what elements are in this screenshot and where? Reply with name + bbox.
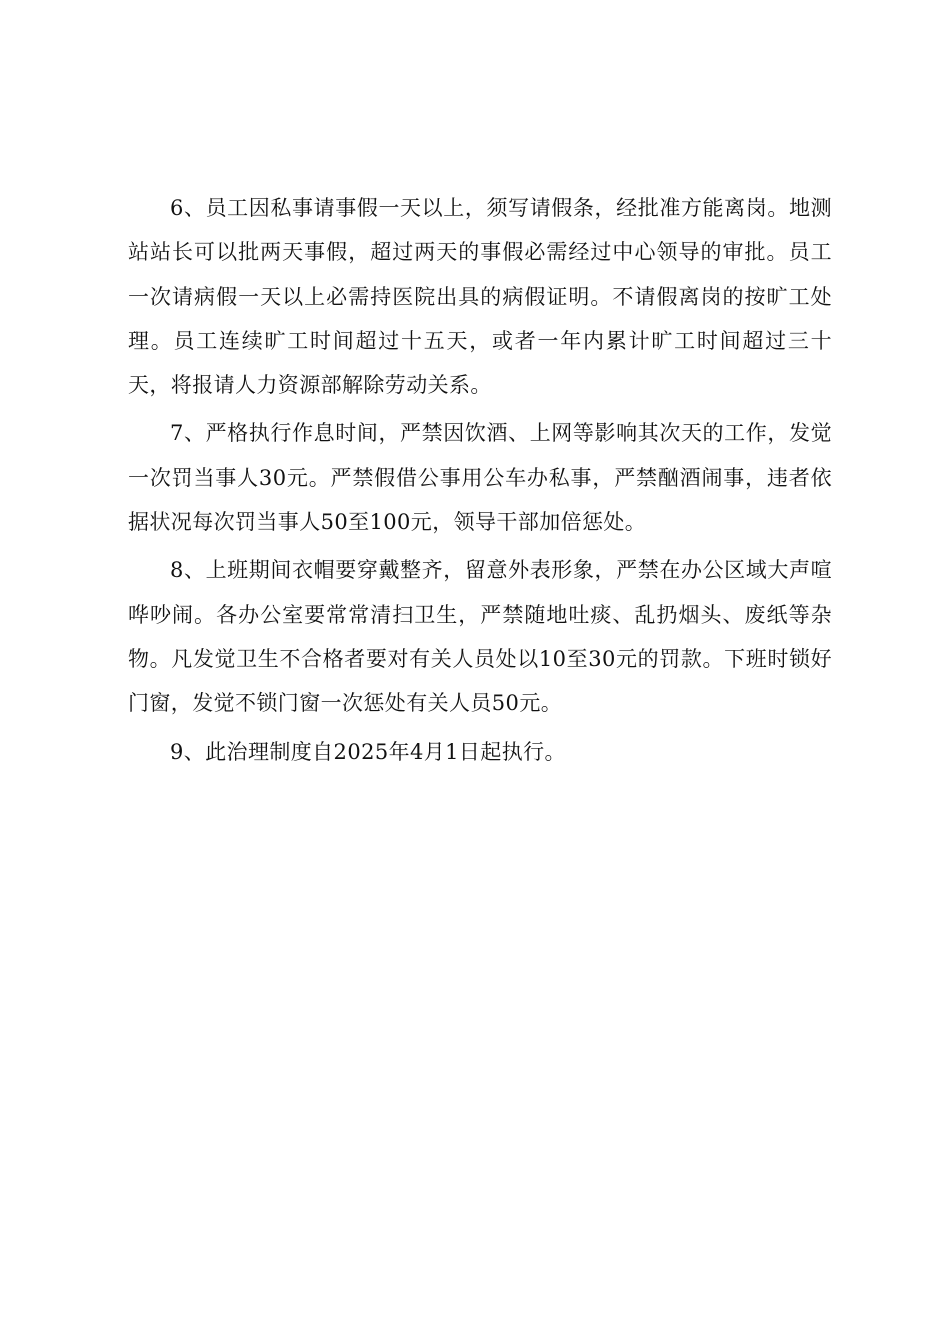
document-body <box>128 186 832 778</box>
paragraph-8: 8、上班期间衣帽要穿戴整齐，留意外表形象，严禁在办公区域大声喧哗吵闹。各办公室要常常清扫卫生，严禁随地吐痰、乱扔烟头、废纸等杂物。凡发觉卫生不合格者要对有关人员处以10至30元的罚款。下班时锁好门窗，发觉不锁门窗一次惩处有关人员50元。 <box>128 558 832 716</box>
paragraph-7: 7、严格执行作息时间，严禁因饮酒、上网等影响其次天的工作，发觉一次罚当事人30元。严禁假借公事用公车办私事，严禁酗酒闹事，违者依据状况每次罚当事人50至100元，领导干部加倍惩处。 <box>128 421 832 535</box>
paragraph-6: 6、员工因私事请事假一天以上，须写请假条，经批准方能离岗。地测站站长可以批两天事假，超过两天的事假必需经过中心领导的审批。员工一次请病假一天以上必需持医院出具的病假证明。不请假离岗的按旷工处理。员工连续旷工时间超过十五天，或者一年内累计旷工时间超过三十天，将报请人力资源部解除劳动关系。 <box>128 196 832 398</box>
paragraph-9: 9、此治理制度自2025年4月1日起执行。 <box>170 739 566 764</box>
